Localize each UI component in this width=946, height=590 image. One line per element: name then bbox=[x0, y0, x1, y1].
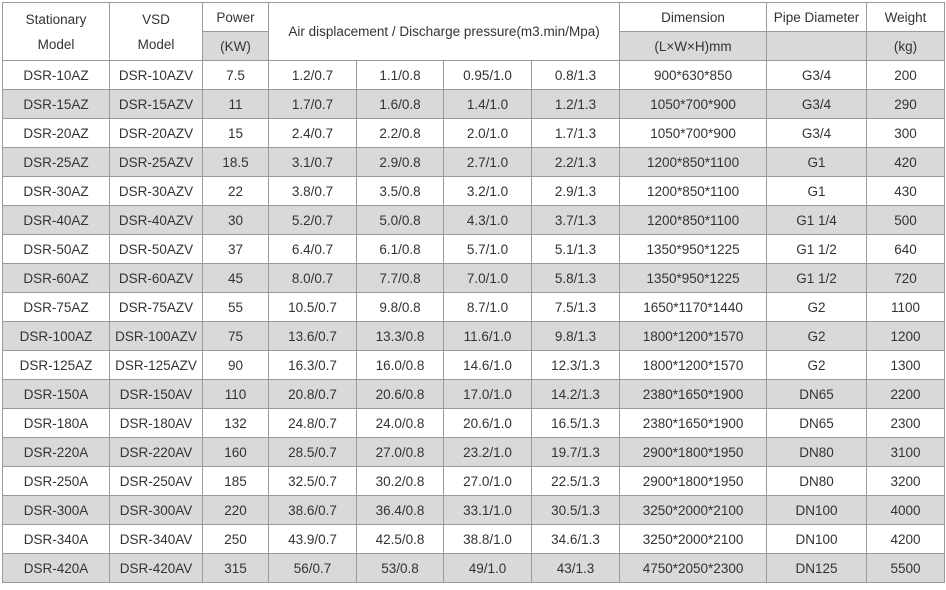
cell-dimension: 2900*1800*1950 bbox=[620, 438, 767, 467]
cell-air-1-3: 2.2/1.3 bbox=[532, 148, 620, 177]
cell-air-0-8: 24.0/0.8 bbox=[357, 409, 444, 438]
cell-air-1-0: 0.95/1.0 bbox=[444, 61, 532, 90]
table-row bbox=[3, 322, 945, 351]
cell-air-1-3: 14.2/1.3 bbox=[532, 380, 620, 409]
cell-air-1-0: 33.1/1.0 bbox=[444, 496, 532, 525]
cell-dimension: 1650*1170*1440 bbox=[620, 293, 767, 322]
cell-power: 110 bbox=[203, 380, 269, 409]
cell-vsd-model: DSR-25AZV bbox=[110, 148, 203, 177]
header-row bbox=[3, 3, 945, 32]
cell-dimension: 1800*1200*1570 bbox=[620, 351, 767, 380]
cell-stationary-model: DSR-50AZ bbox=[3, 235, 110, 264]
table-row bbox=[3, 380, 945, 409]
cell-air-1-3: 22.5/1.3 bbox=[532, 467, 620, 496]
cell-air-1-0: 1.4/1.0 bbox=[444, 90, 532, 119]
cell-air-1-0: 8.7/1.0 bbox=[444, 293, 532, 322]
cell-air-0-8: 1.1/0.8 bbox=[357, 61, 444, 90]
cell-air-0-8: 53/0.8 bbox=[357, 554, 444, 583]
cell-dimension: 4750*2050*2300 bbox=[620, 554, 767, 583]
cell-vsd-model: DSR-250AV bbox=[110, 467, 203, 496]
cell-air-1-0: 38.8/1.0 bbox=[444, 525, 532, 554]
cell-air-1-3: 2.9/1.3 bbox=[532, 177, 620, 206]
header-stationary-model: Stationary Model bbox=[3, 3, 110, 61]
cell-weight: 1300 bbox=[867, 351, 945, 380]
table-row bbox=[3, 235, 945, 264]
cell-power: 37 bbox=[203, 235, 269, 264]
header-power: Power bbox=[203, 3, 269, 32]
cell-pipe-diameter: DN100 bbox=[767, 496, 867, 525]
header-vsd-model: VSD Model bbox=[110, 3, 203, 61]
cell-vsd-model: DSR-60AZV bbox=[110, 264, 203, 293]
cell-pipe-diameter: G3/4 bbox=[767, 61, 867, 90]
cell-stationary-model: DSR-30AZ bbox=[3, 177, 110, 206]
cell-air-0-7: 3.8/0.7 bbox=[269, 177, 357, 206]
cell-air-1-0: 14.6/1.0 bbox=[444, 351, 532, 380]
cell-weight: 3200 bbox=[867, 467, 945, 496]
cell-air-1-3: 5.1/1.3 bbox=[532, 235, 620, 264]
cell-vsd-model: DSR-100AZV bbox=[110, 322, 203, 351]
cell-power: 55 bbox=[203, 293, 269, 322]
cell-stationary-model: DSR-40AZ bbox=[3, 206, 110, 235]
header-air-displacement: Air displacement / Discharge pressure(m3.min/Mpa) bbox=[269, 3, 620, 61]
cell-power: 90 bbox=[203, 351, 269, 380]
table-row bbox=[3, 90, 945, 119]
cell-weight: 420 bbox=[867, 148, 945, 177]
table-row bbox=[3, 177, 945, 206]
cell-power: 22 bbox=[203, 177, 269, 206]
cell-dimension: 2380*1650*1900 bbox=[620, 409, 767, 438]
cell-pipe-diameter: G1 bbox=[767, 148, 867, 177]
cell-weight: 290 bbox=[867, 90, 945, 119]
cell-vsd-model: DSR-180AV bbox=[110, 409, 203, 438]
cell-stationary-model: DSR-340A bbox=[3, 525, 110, 554]
cell-air-0-8: 2.9/0.8 bbox=[357, 148, 444, 177]
cell-weight: 720 bbox=[867, 264, 945, 293]
cell-pipe-diameter: DN65 bbox=[767, 409, 867, 438]
cell-power: 15 bbox=[203, 119, 269, 148]
cell-power: 45 bbox=[203, 264, 269, 293]
cell-power: 315 bbox=[203, 554, 269, 583]
cell-air-1-3: 7.5/1.3 bbox=[532, 293, 620, 322]
table-row bbox=[3, 554, 945, 583]
cell-air-0-8: 16.0/0.8 bbox=[357, 351, 444, 380]
cell-air-1-3: 16.5/1.3 bbox=[532, 409, 620, 438]
cell-stationary-model: DSR-180A bbox=[3, 409, 110, 438]
cell-dimension: 2900*1800*1950 bbox=[620, 467, 767, 496]
cell-stationary-model: DSR-20AZ bbox=[3, 119, 110, 148]
table-row bbox=[3, 409, 945, 438]
cell-weight: 2200 bbox=[867, 380, 945, 409]
cell-dimension: 2380*1650*1900 bbox=[620, 380, 767, 409]
cell-weight: 430 bbox=[867, 177, 945, 206]
table-row bbox=[3, 293, 945, 322]
cell-weight: 5500 bbox=[867, 554, 945, 583]
cell-weight: 1200 bbox=[867, 322, 945, 351]
cell-power: 7.5 bbox=[203, 61, 269, 90]
cell-air-0-8: 13.3/0.8 bbox=[357, 322, 444, 351]
cell-dimension: 900*630*850 bbox=[620, 61, 767, 90]
cell-air-1-0: 17.0/1.0 bbox=[444, 380, 532, 409]
cell-stationary-model: DSR-25AZ bbox=[3, 148, 110, 177]
cell-stationary-model: DSR-100AZ bbox=[3, 322, 110, 351]
cell-air-0-7: 5.2/0.7 bbox=[269, 206, 357, 235]
cell-air-1-0: 7.0/1.0 bbox=[444, 264, 532, 293]
cell-pipe-diameter: G1 1/4 bbox=[767, 206, 867, 235]
cell-air-1-0: 5.7/1.0 bbox=[444, 235, 532, 264]
cell-air-1-0: 11.6/1.0 bbox=[444, 322, 532, 351]
cell-stationary-model: DSR-150A bbox=[3, 380, 110, 409]
cell-dimension: 1050*700*900 bbox=[620, 119, 767, 148]
cell-air-0-8: 42.5/0.8 bbox=[357, 525, 444, 554]
cell-weight: 500 bbox=[867, 206, 945, 235]
cell-air-0-8: 6.1/0.8 bbox=[357, 235, 444, 264]
cell-stationary-model: DSR-420A bbox=[3, 554, 110, 583]
cell-air-1-3: 9.8/1.3 bbox=[532, 322, 620, 351]
cell-dimension: 3250*2000*2100 bbox=[620, 525, 767, 554]
cell-pipe-diameter: G1 1/2 bbox=[767, 264, 867, 293]
cell-air-1-3: 1.2/1.3 bbox=[532, 90, 620, 119]
table-row bbox=[3, 525, 945, 554]
cell-pipe-diameter: DN65 bbox=[767, 380, 867, 409]
cell-air-0-7: 38.6/0.7 bbox=[269, 496, 357, 525]
cell-power: 18.5 bbox=[203, 148, 269, 177]
cell-weight: 4000 bbox=[867, 496, 945, 525]
cell-vsd-model: DSR-75AZV bbox=[110, 293, 203, 322]
cell-pipe-diameter: G3/4 bbox=[767, 119, 867, 148]
cell-power: 220 bbox=[203, 496, 269, 525]
cell-air-1-3: 0.8/1.3 bbox=[532, 61, 620, 90]
cell-weight: 200 bbox=[867, 61, 945, 90]
cell-air-0-8: 7.7/0.8 bbox=[357, 264, 444, 293]
cell-dimension: 1800*1200*1570 bbox=[620, 322, 767, 351]
cell-vsd-model: DSR-40AZV bbox=[110, 206, 203, 235]
cell-weight: 1100 bbox=[867, 293, 945, 322]
cell-power: 250 bbox=[203, 525, 269, 554]
cell-air-0-8: 9.8/0.8 bbox=[357, 293, 444, 322]
cell-air-0-7: 10.5/0.7 bbox=[269, 293, 357, 322]
cell-pipe-diameter: G2 bbox=[767, 351, 867, 380]
cell-stationary-model: DSR-15AZ bbox=[3, 90, 110, 119]
cell-air-1-0: 2.7/1.0 bbox=[444, 148, 532, 177]
cell-air-0-7: 6.4/0.7 bbox=[269, 235, 357, 264]
cell-pipe-diameter: G1 bbox=[767, 177, 867, 206]
table-row bbox=[3, 496, 945, 525]
cell-stationary-model: DSR-60AZ bbox=[3, 264, 110, 293]
cell-air-0-7: 2.4/0.7 bbox=[269, 119, 357, 148]
cell-vsd-model: DSR-220AV bbox=[110, 438, 203, 467]
cell-air-0-7: 20.8/0.7 bbox=[269, 380, 357, 409]
cell-stationary-model: DSR-10AZ bbox=[3, 61, 110, 90]
cell-air-0-7: 16.3/0.7 bbox=[269, 351, 357, 380]
cell-vsd-model: DSR-20AZV bbox=[110, 119, 203, 148]
cell-air-1-3: 5.8/1.3 bbox=[532, 264, 620, 293]
cell-air-0-7: 32.5/0.7 bbox=[269, 467, 357, 496]
header-power-unit: (KW) bbox=[203, 32, 269, 61]
cell-air-0-8: 20.6/0.8 bbox=[357, 380, 444, 409]
table-row bbox=[3, 467, 945, 496]
cell-stationary-model: DSR-300A bbox=[3, 496, 110, 525]
cell-dimension: 3250*2000*2100 bbox=[620, 496, 767, 525]
table-row bbox=[3, 206, 945, 235]
cell-power: 75 bbox=[203, 322, 269, 351]
cell-stationary-model: DSR-125AZ bbox=[3, 351, 110, 380]
cell-air-0-8: 36.4/0.8 bbox=[357, 496, 444, 525]
cell-air-1-3: 19.7/1.3 bbox=[532, 438, 620, 467]
cell-pipe-diameter: DN100 bbox=[767, 525, 867, 554]
cell-air-0-8: 5.0/0.8 bbox=[357, 206, 444, 235]
table-row bbox=[3, 119, 945, 148]
header-dimension-unit: (L×W×H)mm bbox=[620, 32, 767, 61]
cell-vsd-model: DSR-10AZV bbox=[110, 61, 203, 90]
cell-air-0-8: 27.0/0.8 bbox=[357, 438, 444, 467]
cell-power: 11 bbox=[203, 90, 269, 119]
cell-air-1-3: 1.7/1.3 bbox=[532, 119, 620, 148]
cell-air-0-7: 28.5/0.7 bbox=[269, 438, 357, 467]
cell-pipe-diameter: G1 1/2 bbox=[767, 235, 867, 264]
cell-dimension: 1200*850*1100 bbox=[620, 206, 767, 235]
cell-air-0-7: 43.9/0.7 bbox=[269, 525, 357, 554]
cell-vsd-model: DSR-15AZV bbox=[110, 90, 203, 119]
cell-pipe-diameter: G2 bbox=[767, 322, 867, 351]
cell-air-1-3: 30.5/1.3 bbox=[532, 496, 620, 525]
cell-air-1-3: 3.7/1.3 bbox=[532, 206, 620, 235]
table-row bbox=[3, 148, 945, 177]
table-row bbox=[3, 351, 945, 380]
cell-dimension: 1050*700*900 bbox=[620, 90, 767, 119]
cell-weight: 3100 bbox=[867, 438, 945, 467]
cell-power: 185 bbox=[203, 467, 269, 496]
spec-table bbox=[2, 2, 945, 583]
cell-weight: 2300 bbox=[867, 409, 945, 438]
cell-stationary-model: DSR-250A bbox=[3, 467, 110, 496]
cell-air-1-0: 23.2/1.0 bbox=[444, 438, 532, 467]
header-weight-unit: (kg) bbox=[867, 32, 945, 61]
cell-air-0-7: 3.1/0.7 bbox=[269, 148, 357, 177]
cell-air-1-0: 27.0/1.0 bbox=[444, 467, 532, 496]
cell-air-1-3: 43/1.3 bbox=[532, 554, 620, 583]
cell-power: 132 bbox=[203, 409, 269, 438]
cell-air-0-8: 1.6/0.8 bbox=[357, 90, 444, 119]
cell-vsd-model: DSR-340AV bbox=[110, 525, 203, 554]
cell-pipe-diameter: DN125 bbox=[767, 554, 867, 583]
header-dimension: Dimension bbox=[620, 3, 767, 32]
header-pipe-unit bbox=[767, 32, 867, 61]
cell-air-1-0: 2.0/1.0 bbox=[444, 119, 532, 148]
header-weight: Weight bbox=[867, 3, 945, 32]
cell-power: 160 bbox=[203, 438, 269, 467]
cell-dimension: 1200*850*1100 bbox=[620, 148, 767, 177]
cell-weight: 4200 bbox=[867, 525, 945, 554]
cell-pipe-diameter: G2 bbox=[767, 293, 867, 322]
cell-dimension: 1200*850*1100 bbox=[620, 177, 767, 206]
cell-pipe-diameter: G3/4 bbox=[767, 90, 867, 119]
cell-stationary-model: DSR-75AZ bbox=[3, 293, 110, 322]
cell-vsd-model: DSR-150AV bbox=[110, 380, 203, 409]
cell-air-0-8: 2.2/0.8 bbox=[357, 119, 444, 148]
cell-pipe-diameter: DN80 bbox=[767, 438, 867, 467]
cell-power: 30 bbox=[203, 206, 269, 235]
cell-air-0-7: 1.2/0.7 bbox=[269, 61, 357, 90]
cell-dimension: 1350*950*1225 bbox=[620, 235, 767, 264]
cell-air-1-0: 3.2/1.0 bbox=[444, 177, 532, 206]
cell-air-0-8: 30.2/0.8 bbox=[357, 467, 444, 496]
cell-vsd-model: DSR-300AV bbox=[110, 496, 203, 525]
cell-vsd-model: DSR-125AZV bbox=[110, 351, 203, 380]
cell-weight: 640 bbox=[867, 235, 945, 264]
cell-vsd-model: DSR-30AZV bbox=[110, 177, 203, 206]
cell-stationary-model: DSR-220A bbox=[3, 438, 110, 467]
cell-air-1-0: 49/1.0 bbox=[444, 554, 532, 583]
cell-air-0-7: 13.6/0.7 bbox=[269, 322, 357, 351]
cell-air-0-8: 3.5/0.8 bbox=[357, 177, 444, 206]
cell-air-0-7: 1.7/0.7 bbox=[269, 90, 357, 119]
cell-air-0-7: 8.0/0.7 bbox=[269, 264, 357, 293]
header-pipe-diameter: Pipe Diameter bbox=[767, 3, 867, 32]
cell-air-1-0: 20.6/1.0 bbox=[444, 409, 532, 438]
cell-air-1-0: 4.3/1.0 bbox=[444, 206, 532, 235]
table-row bbox=[3, 264, 945, 293]
cell-air-0-7: 24.8/0.7 bbox=[269, 409, 357, 438]
cell-air-1-3: 34.6/1.3 bbox=[532, 525, 620, 554]
table-row bbox=[3, 61, 945, 90]
cell-pipe-diameter: DN80 bbox=[767, 467, 867, 496]
cell-vsd-model: DSR-50AZV bbox=[110, 235, 203, 264]
cell-weight: 300 bbox=[867, 119, 945, 148]
cell-air-1-3: 12.3/1.3 bbox=[532, 351, 620, 380]
cell-dimension: 1350*950*1225 bbox=[620, 264, 767, 293]
cell-vsd-model: DSR-420AV bbox=[110, 554, 203, 583]
table-row bbox=[3, 438, 945, 467]
cell-air-0-7: 56/0.7 bbox=[269, 554, 357, 583]
